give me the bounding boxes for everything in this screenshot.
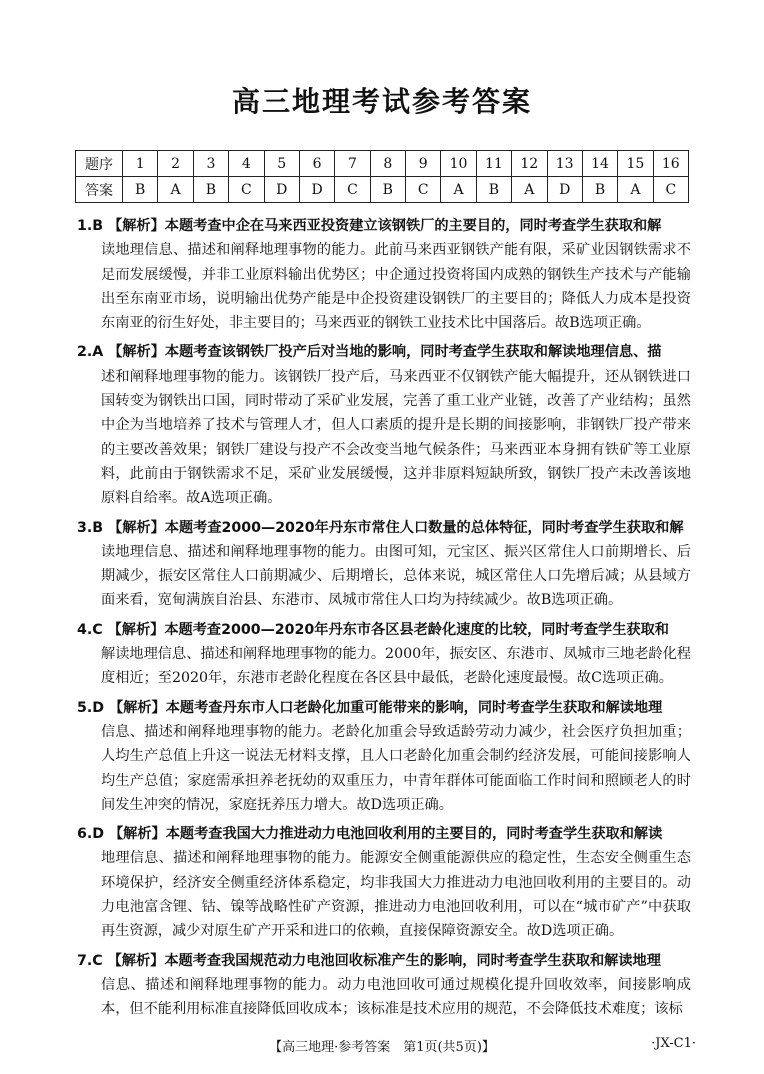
explanation-heading: 2.A 【解析】本题考查该钢铁厂投产后对当地的影响，同时考查学生获取和解读地理信息、描	[77, 344, 662, 361]
explanation-heading: 7.C 【解析】本题考查我国规范动力电池回收标准产生的影响，同时考查学生获取和解读地理	[77, 952, 661, 969]
answer-cell: D	[299, 177, 334, 203]
explanation-text: 读地理信息、描述和阐释地理事物的能力。此前马来西亚钢铁产能有限，采矿业因钢铁需求不足而发展缓慢，并非工业原料输出优势区；中企通过投资将国内成熟的钢铁生产技术与产能输出至东南亚市场，说明输出优势产能是中企投资建设钢铁厂的主要目的；降低人力成本是投资东南亚的衍生好处，非主要目的；马来西亚的钢铁工业技术比中国落后。故B选项正确。	[101, 242, 691, 332]
answer-cell: C	[335, 177, 370, 203]
explanation-heading: 4.C 【解析】本题考查2000—2020年丹东市各区县老龄化速度的比较，同时考查学生获取和	[77, 621, 669, 638]
answer-row	[76, 177, 689, 203]
footer-page-info: 【高三地理·参考答案 第1页(共5页)】	[269, 1040, 495, 1055]
answer-table	[75, 150, 689, 203]
answer-cell: A	[512, 177, 547, 203]
page-title: 高三地理考试参考答案	[231, 85, 532, 118]
answer-cell: D	[264, 177, 299, 203]
explanation-text: 地理信息、描述和阐释地理事物的能力。能源安全侧重能源供应的稳定性，生态安全侧重生态环境保护，经济安全侧重经济体系稳定，均非我国大力推进动力电池回收利用的主要目的。动力电池富含锂、钴、镍等战略性矿产资源，推进动力电池回收利用，可以在“城市矿产”中获取再生资源，减少对原生矿产开采和进口的依赖，直接保障资源安全。故D选项正确。	[101, 850, 691, 940]
question-number: 3	[193, 151, 228, 177]
answer-cell: B	[193, 177, 228, 203]
explanation-heading: 5.D 【解析】本题考查丹东市人口老龄化加重可能带来的影响，同时考查学生获取和解读地理	[77, 699, 663, 716]
question-number: 11	[476, 151, 511, 177]
footer-code: ·JX-C1·	[651, 1036, 696, 1051]
question-number: 16	[653, 151, 688, 177]
explanation-heading: 6.D 【解析】本题考查我国大力推进动力电池回收利用的主要目的，同时考查学生获取和解读	[77, 826, 663, 843]
answer-cell: A	[158, 177, 193, 203]
answer-cell: A	[618, 177, 653, 203]
answer-header: 答案	[76, 177, 123, 203]
answer-cell: C	[229, 177, 264, 203]
question-number: 13	[547, 151, 582, 177]
explanation-heading: 1.B 【解析】本题考查中企在马来西亚投资建立该钢铁厂的主要目的，同时考查学生获取和解	[77, 218, 662, 234]
question-number: 15	[618, 151, 653, 177]
explanation-4	[77, 618, 691, 691]
question-number: 14	[582, 151, 617, 177]
explanations	[77, 214, 691, 1027]
question-number: 9	[406, 151, 441, 177]
question-number: 1	[123, 151, 158, 177]
question-number-row	[76, 151, 689, 177]
answer-cell: B	[582, 177, 617, 203]
question-number: 5	[264, 151, 299, 177]
explanation-3	[77, 516, 691, 613]
explanation-2	[77, 340, 691, 510]
explanation-text: 信息、描述和阐释地理事物的能力。动力电池回收可通过规模化提升回收效率，间接影响成本，但不能利用标准直接降低回收成本；该标准是技术应用的规范，不会降低技术难度；该标	[101, 976, 691, 1018]
explanation-7	[77, 949, 691, 1022]
question-number: 2	[158, 151, 193, 177]
explanation-text: 解读地理信息、描述和阐释地理事物的能力。2000年，振安区、东港市、凤城市三地老龄化程度相近；至2020年，东港市老龄化程度在各区县中最低，老龄化速度最慢。故C选项正确。	[101, 646, 691, 687]
answer-cell: D	[547, 177, 582, 203]
question-number: 12	[512, 151, 547, 177]
question-number: 4	[229, 151, 264, 177]
explanation-6	[77, 822, 691, 943]
explanation-heading: 3.B 【解析】本题考查2000—2020年丹东市常住人口数量的总体特征，同时考查学生获取和解	[77, 519, 684, 536]
question-number-header: 题序	[76, 151, 123, 177]
question-number: 10	[441, 151, 476, 177]
answer-cell: A	[441, 177, 476, 203]
explanation-1	[77, 214, 691, 335]
answer-cell: B	[476, 177, 511, 203]
explanation-text: 述和阐释地理事物的能力。该钢铁厂投产后，马来西亚不仅钢铁产能大幅提升，还从钢铁进口国转变为钢铁出口国，同时带动了采矿业发展，完善了重工业产业链，改善了产业结构；虽然中企为当地培养了技术与管理人才，但人口素质的提升是长期的间接影响，非钢铁厂投产带来的主要改善效果；钢铁厂建设与投产不会改变当地气候条件；马来西亚本身拥有铁矿等工业原料，此前由于钢铁需求不足，采矿业发展缓慢，这并非原料短缺所致，钢铁厂投产未改善该地原料自给率。故A选项正确。	[101, 368, 691, 507]
question-number: 6	[299, 151, 334, 177]
explanation-5	[77, 696, 691, 817]
answer-cell: C	[653, 177, 688, 203]
explanation-text: 信息、描述和阐释地理事物的能力。老龄化加重会导致适龄劳动力减少，社会医疗负担加重；人均生产总值上升这一说法无材料支撑，且人口老龄化加重会制约经济发展，可能间接影响人均生产总值；家庭需承担养老抚幼的双重压力，中青年群体可能面临工作时间和照顾老人的时间发生冲突的情况，家庭抚养压力增大。故D选项正确。	[101, 723, 691, 813]
answer-cell: C	[406, 177, 441, 203]
question-number: 7	[335, 151, 370, 177]
answer-cell: B	[123, 177, 158, 203]
answer-cell: B	[370, 177, 405, 203]
question-number: 8	[370, 151, 405, 177]
explanation-text: 读地理信息、描述和阐释地理事物的能力。由图可知，元宝区、振兴区常住人口前期增长、后期减少，振安区常住人口前期减少、后期增长，总体来说，城区常住人口先增后减；从县域方面来看，宽甸满族自治县、东港市、凤城市常住人口均为持续减少。故B选项正确。	[101, 543, 691, 609]
